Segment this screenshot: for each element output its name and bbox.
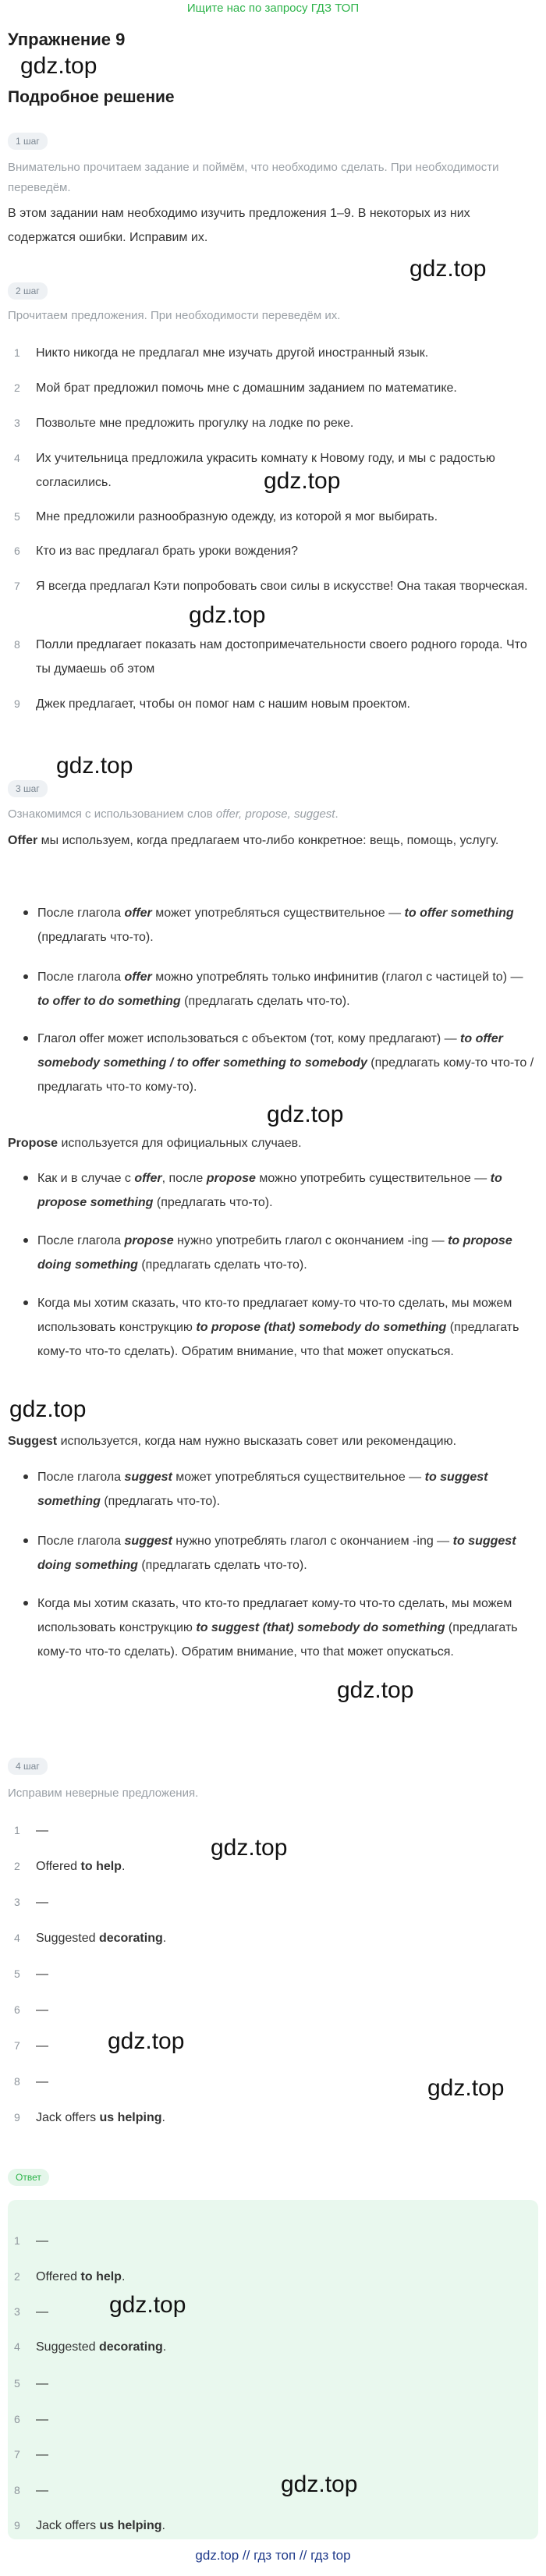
item-number: 5 <box>14 2377 20 2390</box>
item-number: 9 <box>14 2519 20 2532</box>
item-text: Jack offers us helping. <box>36 2519 165 2532</box>
item-text: Полли предлагает показать нам достопримечательности своего родного города. Что ты думаешь об этом <box>36 638 527 676</box>
item-text: Suggested decorating. <box>36 2340 167 2354</box>
top-search-hint[interactable]: Ищите нас по запросу ГДЗ ТОП <box>186 2 360 15</box>
item-number: 7 <box>14 2448 20 2461</box>
item-text: Offered to help. <box>36 2270 126 2283</box>
item-text: Кто из вас предлагал брать уроки вождения? <box>36 545 299 558</box>
watermark: gdz.top <box>20 53 98 79</box>
offer-rule-2: После глагола offer можно употреблять только инфинитив (глагол с частицей to) — to offer to do something (предлагать сделать что-то). <box>23 965 538 1013</box>
item-number: 2 <box>14 381 20 394</box>
offer-rule-3: Глагол offer может использоваться с объектом (тот, кому предлагают) — to offer somebody something / to offer something to somebody (предлагать кому-то что-то / предлагать что-то кому-то). <box>23 1027 538 1099</box>
propose-rule-3: Когда мы хотим сказать, что кто-то предлагает кому-то что-то сделать, мы можем использовать конструкцию to propose (that) somebody do something (предлагать кому-то что-то сделать). Обратим внимание, что that может опускаться. <box>23 1291 538 1364</box>
item-text: — <box>36 2305 48 2319</box>
item-text: — <box>36 2075 48 2088</box>
watermark: gdz.top <box>337 1677 414 1703</box>
step-badge-4: 4 шаг <box>8 1758 48 1775</box>
offer-rule-1: После глагола offer может употребляться существительное — to offer something (предлагать что-то). <box>23 901 538 949</box>
item-number: 9 <box>14 697 20 710</box>
watermark: gdz.top <box>281 2471 358 2497</box>
item-text: Я всегда предлагал Кэти попробовать свои силы в искусстве! Она такая творческая. <box>36 580 528 593</box>
item-number: 8 <box>14 2484 20 2496</box>
item-number: 2 <box>14 1860 20 1872</box>
watermark: gdz.top <box>264 468 341 494</box>
suggest-intro: Suggest используется, когда нам нужно высказать совет или рекомендацию. <box>8 1435 457 1448</box>
item-number: 4 <box>14 1932 20 1944</box>
item-text: — <box>36 2484 48 2497</box>
item-text: Позвольте мне предложить прогулку на лодке по реке. <box>36 417 354 430</box>
item-number: 6 <box>14 545 20 557</box>
page-title: Упражнение 9 <box>8 30 126 49</box>
item-text: — <box>36 1896 48 1909</box>
watermark: gdz.top <box>189 602 266 628</box>
item-number: 6 <box>14 2003 20 2016</box>
propose-rule-2: После глагола propose нужно употребить глагол с окончанием -ing — to propose doing something (предлагать сделать что-то). <box>23 1229 538 1277</box>
item-text: — <box>36 1824 48 1837</box>
section-title: Подробное решение <box>8 88 175 106</box>
item-text: Jack offers us helping. <box>36 2111 165 2124</box>
step-badge-1: 1 шаг <box>8 133 48 150</box>
item-text: — <box>36 2448 48 2461</box>
item-number: 7 <box>14 580 20 592</box>
step3-hint: Ознакомимся с использованием слов offer, propose, suggest. <box>8 807 339 821</box>
watermark: gdz.top <box>108 2028 185 2054</box>
item-number: 8 <box>14 638 20 651</box>
item-text: — <box>36 2234 48 2248</box>
item-number: 9 <box>14 2111 20 2124</box>
item-number: 6 <box>14 2413 20 2425</box>
item-number: 3 <box>14 2305 20 2318</box>
suggest-rule-3: Когда мы хотим сказать, что кто-то предлагает кому-то что-то сделать, мы можем использовать конструкцию to suggest (that) somebody do something (предлагать кому-то что-то сделать). Обратим внимание, что that может опускаться. <box>23 1591 538 1664</box>
answer-badge: Ответ <box>8 2169 49 2186</box>
item-number: 5 <box>14 1967 20 1980</box>
item-text: Джек предлагает, чтобы он помог нам с нашим новым проектом. <box>36 697 410 711</box>
propose-intro: Propose используется для официальных случаев. <box>8 1137 302 1150</box>
watermark: gdz.top <box>211 1835 288 1861</box>
step-badge-2: 2 шаг <box>8 282 48 300</box>
item-number: 4 <box>14 452 20 464</box>
item-text: Мне предложили разнообразную одежду, из которой я мог выбирать. <box>36 510 438 523</box>
watermark: gdz.top <box>9 1396 87 1422</box>
item-number: 1 <box>14 2234 20 2247</box>
propose-rule-1: Как и в случае с offer, после propose можно употребить существительное — to propose something (предлагать что-то). <box>23 1166 538 1215</box>
item-number: 5 <box>14 510 20 523</box>
watermark: gdz.top <box>410 256 487 282</box>
watermark: gdz.top <box>56 753 133 779</box>
suggest-rule-2: После глагола suggest нужно употреблять глагол с окончанием -ing — to suggest doing something (предлагать сделать что-то). <box>23 1529 538 1577</box>
footer-links[interactable]: gdz.top // гдз топ // гдз top <box>195 2548 351 2563</box>
item-text: Никто никогда не предлагал мне изучать другой иностранный язык. <box>36 346 429 360</box>
item-number: 4 <box>14 2340 20 2353</box>
item-text: Их учительница предложила украсить комнату к Новому году, и мы с радостью согласились. <box>36 452 495 489</box>
step2-hint: Прочитаем предложения. При необходимости переведём их. <box>8 309 341 322</box>
item-number: 3 <box>14 417 20 429</box>
item-number: 2 <box>14 2270 20 2283</box>
step1-hint: Внимательно прочитаем задание и поймём, что необходимо сделать. При необходимости переведём. <box>8 161 499 194</box>
watermark: gdz.top <box>267 1102 344 1127</box>
item-number: 1 <box>14 346 20 359</box>
item-number: 8 <box>14 2075 20 2088</box>
item-number: 7 <box>14 2039 20 2052</box>
item-text: — <box>36 2413 48 2426</box>
step4-hint: Исправим неверные предложения. <box>8 1787 199 1800</box>
item-text: — <box>36 2003 48 2017</box>
item-number: 1 <box>14 1824 20 1836</box>
step-badge-3: 3 шаг <box>8 780 48 797</box>
watermark: gdz.top <box>109 2292 186 2318</box>
item-text: — <box>36 2039 48 2053</box>
item-text: — <box>36 1967 48 1981</box>
item-number: 3 <box>14 1896 20 1908</box>
item-text: Offered to help. <box>36 1860 126 1873</box>
offer-intro: Offer мы используем, когда предлагаем что-либо конкретное: вещь, помощь, услугу. <box>8 834 499 847</box>
watermark: gdz.top <box>427 2075 505 2101</box>
suggest-rule-1: После глагола suggest может употребляться существительное — to suggest something (предлагать что-то). <box>23 1465 538 1513</box>
item-text: — <box>36 2377 48 2390</box>
step1-text: В этом задании нам необходимо изучить предложения 1–9. В некоторых из них содержатся ошибки. Исправим их. <box>8 207 470 244</box>
item-text: Suggested decorating. <box>36 1932 167 1945</box>
item-text: Мой брат предложил помочь мне с домашним заданием по математике. <box>36 381 457 395</box>
